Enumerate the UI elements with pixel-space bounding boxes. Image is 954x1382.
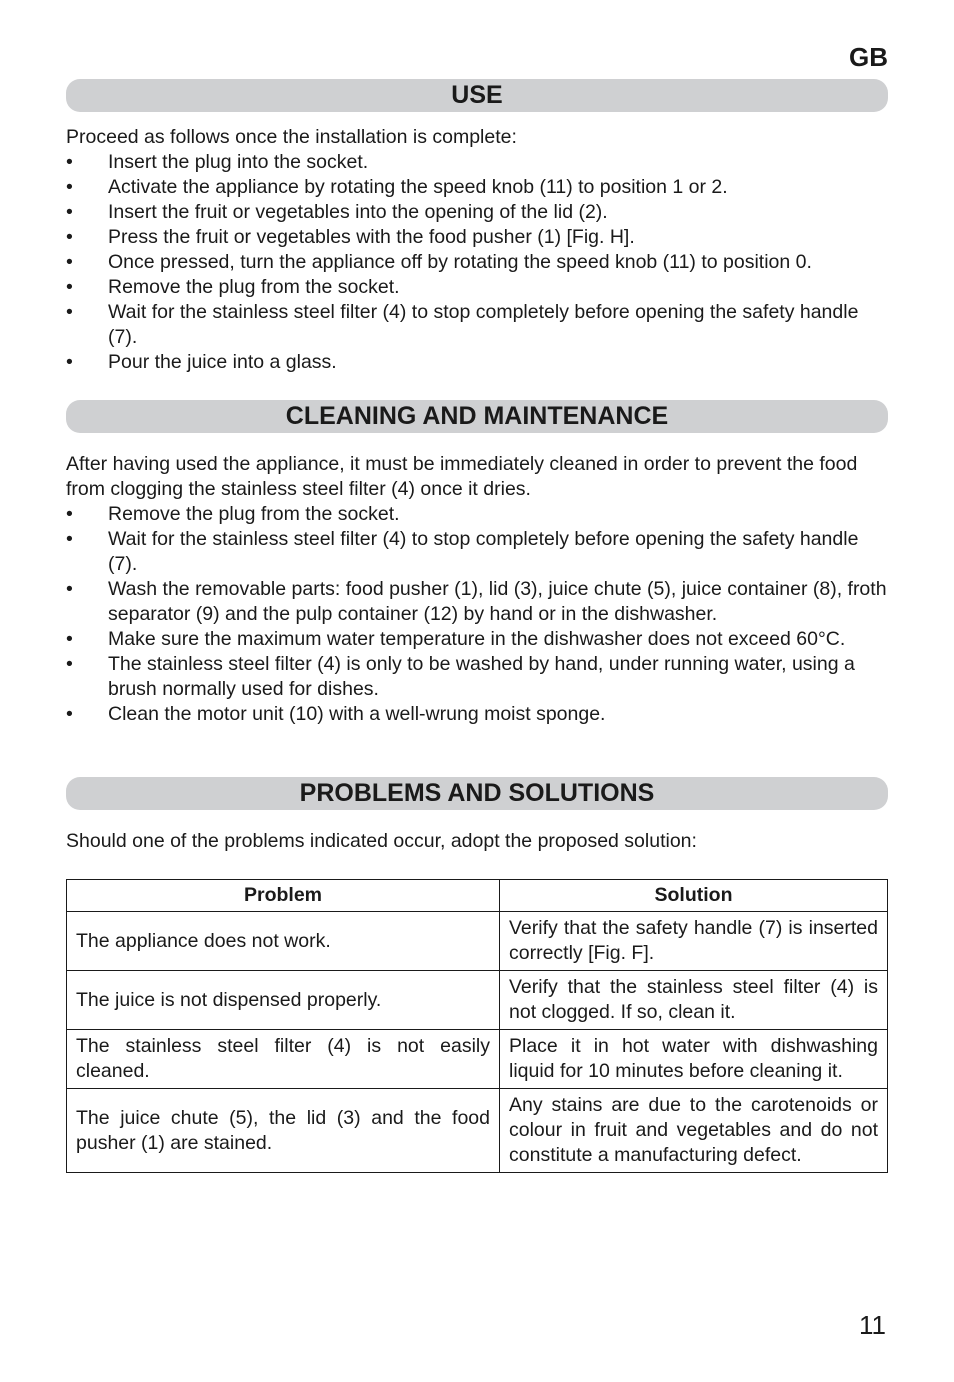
problem-cell: The appliance does not work. xyxy=(67,912,500,971)
column-header-solution: Solution xyxy=(500,880,888,912)
use-section-body xyxy=(66,125,888,375)
solution-cell: Place it in hot water with dishwashing liquid for 10 minutes before cleaning it. xyxy=(500,1030,888,1089)
page-number: 11 xyxy=(859,1310,886,1340)
list-item: • Wash the removable parts: food pusher (1), lid (3), juice chute (5), juice container (8), froth separator (9) and the pulp container (12) by hand or in the dishwasher. xyxy=(66,577,888,627)
list-item: • Activate the appliance by rotating the speed knob (11) to position 1 or 2. xyxy=(66,175,888,200)
use-steps-list xyxy=(66,150,888,375)
list-item: • Wait for the stainless steel filter (4) to stop completely before opening the safety handle (7). xyxy=(66,527,888,577)
cleaning-steps-list xyxy=(66,502,888,727)
list-item: • Insert the plug into the socket. xyxy=(66,150,888,175)
solution-cell: Verify that the safety handle (7) is inserted correctly [Fig. F]. xyxy=(500,912,888,971)
problem-cell: The juice chute (5), the lid (3) and the food pusher (1) are stained. xyxy=(67,1089,500,1173)
use-intro: Proceed as follows once the installation is complete: xyxy=(66,126,517,148)
column-header-problem: Problem xyxy=(67,880,500,912)
cleaning-section-body xyxy=(66,452,888,727)
table-row xyxy=(67,912,888,971)
list-item: • The stainless steel filter (4) is only to be washed by hand, under running water, using a brush normally used for dishes. xyxy=(66,652,888,702)
list-item: • Remove the plug from the socket. xyxy=(66,502,888,527)
section-title-use: USE xyxy=(66,79,888,112)
cleaning-intro: After having used the appliance, it must be immediately cleaned in order to prevent the food from clogging the stainless steel filter (4) once it dries. xyxy=(66,453,858,500)
list-item: • Make sure the maximum water temperature in the dishwasher does not exceed 60°C. xyxy=(66,627,888,652)
list-item: • Pour the juice into a glass. xyxy=(66,350,888,375)
list-item: • Wait for the stainless steel filter (4) to stop completely before opening the safety handle (7). xyxy=(66,300,888,350)
problem-cell: The juice is not dispensed properly. xyxy=(67,971,500,1030)
problems-intro-text: Should one of the problems indicated occur, adopt the proposed solution: xyxy=(66,830,697,852)
list-item: • Press the fruit or vegetables with the food pusher (1) [Fig. H]. xyxy=(66,225,888,250)
list-item: • Insert the fruit or vegetables into the opening of the lid (2). xyxy=(66,200,888,225)
section-title-cleaning: CLEANING AND MAINTENANCE xyxy=(66,400,888,433)
list-item: • Clean the motor unit (10) with a well-wrung moist sponge. xyxy=(66,702,888,727)
list-item: • Remove the plug from the socket. xyxy=(66,275,888,300)
language-code: GB xyxy=(849,42,888,72)
table-row xyxy=(67,971,888,1030)
section-title-problems: PROBLEMS AND SOLUTIONS xyxy=(66,777,888,810)
list-item: • Once pressed, turn the appliance off by rotating the speed knob (11) to position 0. xyxy=(66,250,888,275)
solution-cell: Verify that the stainless steel filter (4) is not clogged. If so, clean it. xyxy=(500,971,888,1030)
problems-intro xyxy=(66,829,888,854)
table-row xyxy=(67,1030,888,1089)
problem-cell: The stainless steel filter (4) is not easily cleaned. xyxy=(67,1030,500,1089)
problems-solutions-table xyxy=(66,879,888,1173)
table-row xyxy=(67,1089,888,1173)
solution-cell: Any stains are due to the carotenoids or colour in fruit and vegetables and do not constitute a manufacturing defect. xyxy=(500,1089,888,1173)
table-header-row xyxy=(67,880,888,912)
